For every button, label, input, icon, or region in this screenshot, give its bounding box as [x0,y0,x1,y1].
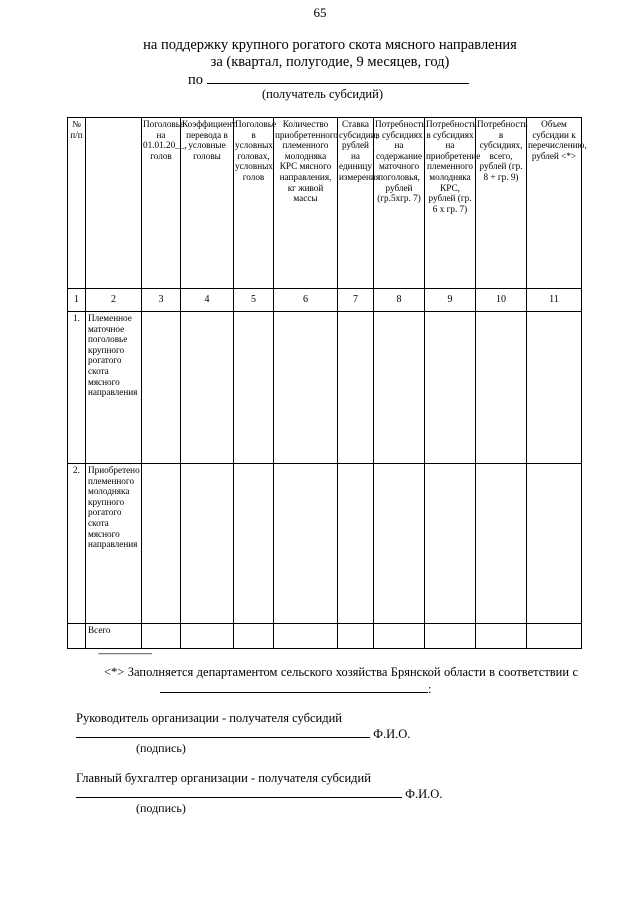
accountant-signature-line [76,785,516,802]
table-cell[interactable] [425,312,476,464]
table-header-row [68,118,582,289]
table-row [68,464,582,624]
subsidy-table [67,117,587,649]
table-cell[interactable] [338,624,374,649]
table-cell[interactable] [338,312,374,464]
table-cell[interactable] [234,312,274,464]
table-cell[interactable] [476,312,527,464]
header-cell [86,118,142,289]
page-number: 65 [313,5,327,20]
form-title-line-2: за (квартал, полугодие, 9 месяцев, год) [210,54,450,70]
table-cell[interactable] [274,312,338,464]
recipient-caption: (получатель субсидий) [262,87,383,101]
header-cell: Количество приобретенного племенного молодняка КРС мясного направления, кг живой массы [274,118,338,289]
table-cell[interactable] [374,464,425,624]
column-number: 8 [374,289,425,312]
head-signature-line [76,725,496,742]
footnote-field[interactable] [160,680,428,693]
column-number: 5 [234,289,274,312]
accountant-signature-field[interactable] [76,785,402,798]
row-number [68,624,86,649]
header-cell: Поголовье на 01.01.20__, голов [142,118,181,289]
table-cell[interactable] [181,464,234,624]
table-cell[interactable] [374,624,425,649]
header-cell: Коэффициент перевода в условные головы [181,118,234,289]
footnote-colon: : [428,682,432,696]
column-number: 7 [338,289,374,312]
column-number: 10 [476,289,527,312]
row-label: Приобретено племенного молодняка крупного рогатого скота мясного направления [86,464,142,624]
table-cell[interactable] [476,464,527,624]
head-signature-field[interactable] [76,725,370,738]
row-number: 1. [68,312,86,464]
table-cell[interactable] [476,624,527,649]
accountant-sign-caption: (подпись) [136,801,186,815]
head-sign-caption: (подпись) [136,741,186,755]
table-cell[interactable] [274,624,338,649]
column-number: 1 [68,289,86,312]
table-cell[interactable] [425,624,476,649]
recipient-field[interactable] [207,70,469,84]
table-cell[interactable] [142,312,181,464]
footnote-text: <*> Заполняется департаментом сельского хозяйства Брянской области в соответствии с [104,665,578,679]
column-number: 9 [425,289,476,312]
accountant-fio-label: Ф.И.О. [405,787,443,801]
head-fio-label: Ф.И.О. [373,727,411,741]
table-cell[interactable] [234,624,274,649]
footnote-separator: -------------------------------- [98,649,152,658]
accountant-title: Главный бухгалтер организации - получателя субсидий [76,771,371,785]
table-cell[interactable] [527,312,582,464]
column-number: 11 [527,289,582,312]
table-cell[interactable] [234,464,274,624]
header-cell: Потребность в субсидиях, всего, рублей (гр. 8 + гр. 9) [476,118,527,289]
table-cell[interactable] [425,464,476,624]
table-cell[interactable] [274,464,338,624]
total-row [68,624,582,649]
row-number: 2. [68,464,86,624]
row-label: Всего [86,624,142,649]
footnote-line-2 [76,680,436,697]
column-number-row [68,289,582,312]
column-number: 4 [181,289,234,312]
table-cell[interactable] [527,464,582,624]
header-cell: Ставка субсидии, рублей на единицу измерения [338,118,374,289]
table-cell[interactable] [181,312,234,464]
column-number: 6 [274,289,338,312]
table-cell[interactable] [181,624,234,649]
table-cell[interactable] [142,464,181,624]
form-title-line-1: на поддержку крупного рогатого скота мясного направления [143,37,517,53]
table-cell[interactable] [338,464,374,624]
header-cell: № п/п [68,118,86,289]
footnote-text-line-1 [104,664,578,680]
table-cell[interactable] [142,624,181,649]
head-title: Руководитель организации - получателя субсидий [76,711,342,725]
column-number: 3 [142,289,181,312]
table-cell[interactable] [374,312,425,464]
table-cell[interactable] [527,624,582,649]
by-label: по [188,72,204,88]
row-label: Племенное маточное поголовье крупного рогатого скота мясного направления [86,312,142,464]
column-number: 2 [86,289,142,312]
header-cell: Объем субсидии к перечислению, рублей <*> [527,118,582,289]
header-cell: Потребность в субсидиях на содержание маточного поголовья, рублей (гр.5хгр. 7) [374,118,425,289]
header-cell: Поголовье в условных головах, условных голов [234,118,274,289]
header-cell: Потребность в субсидиях на приобретение племенного молодняка КРС, рублей (гр. 6 х гр. 7) [425,118,476,289]
table-row [68,312,582,464]
